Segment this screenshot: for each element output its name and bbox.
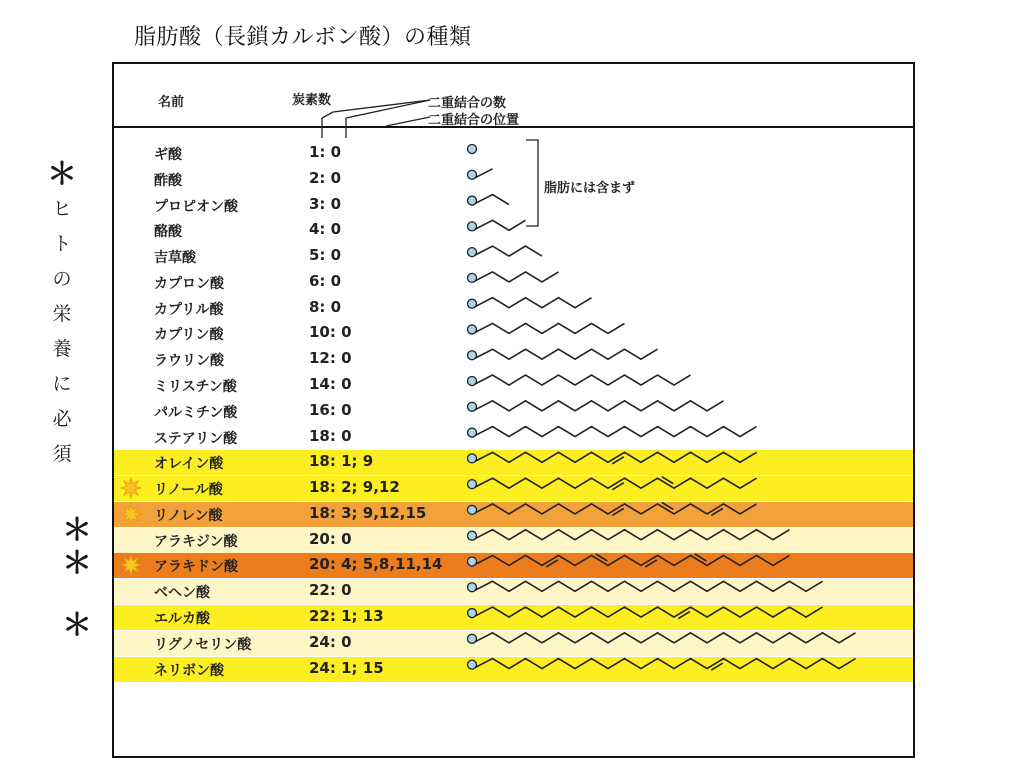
fatty-acid-name: アラキドン酸 — [154, 559, 238, 576]
carbon-notation: 24: 0 — [309, 632, 352, 651]
essential-star-linoleic: ＊ — [62, 513, 92, 548]
fatty-acid-name: カプロン酸 — [154, 275, 224, 292]
carbon-notation: 20: 4; 5,8,11,14 — [309, 555, 443, 574]
essential-note-char: ヒ — [52, 198, 72, 220]
chain-structure — [468, 581, 823, 592]
fatty-acid-name: リグノセリン酸 — [154, 636, 252, 653]
fatty-acid-name: リノール酸 — [154, 482, 223, 499]
carbon-notation: 22: 0 — [309, 581, 352, 600]
essential-note-char: の — [52, 268, 72, 290]
fatty-acid-name: ギ酸 — [154, 147, 182, 163]
chain-structure — [468, 145, 477, 154]
fatty-acid-name: ステアリン酸 — [154, 430, 238, 447]
carbon-notation: 4: 0 — [309, 220, 342, 239]
fatty-acid-name: プロピオン酸 — [154, 198, 238, 215]
carbon-notation: 6: 0 — [309, 271, 342, 290]
chain-structure — [468, 349, 658, 360]
header-double-count: 二重結合の数 — [428, 96, 507, 111]
chain-structure — [468, 427, 757, 438]
chain-structure — [468, 220, 526, 231]
essential-note-char: 養 — [52, 338, 72, 360]
carbon-notation: 8: 0 — [309, 297, 342, 316]
carbon-notation: 14: 0 — [309, 375, 352, 394]
fatty-acid-name: カプリン酸 — [154, 327, 224, 344]
chain-structure — [468, 452, 757, 463]
fatty-acid-name: オレイン酸 — [154, 456, 224, 473]
carbon-notation: 2: 0 — [309, 168, 342, 187]
chain-structure — [468, 298, 592, 309]
fatty-acid-name: アラキジン酸 — [154, 533, 238, 550]
chain-structure — [468, 169, 493, 180]
fatty-acid-name: 酢酸 — [154, 172, 182, 189]
fatty-acid-name: ラウリン酸 — [154, 353, 224, 370]
fatty-acid-name: ベヘン酸 — [154, 585, 210, 602]
carbon-notation: 1: 0 — [309, 143, 342, 161]
fatty-acid-name: エルカ酸 — [154, 611, 210, 628]
header-carbons: 炭素数 — [292, 93, 332, 108]
carboxyl-group-icon — [468, 145, 477, 154]
essential-star-linolenic: ＊ — [62, 546, 92, 581]
carbon-notation: 18: 3; 9,12,15 — [309, 503, 427, 522]
carbon-notation: 20: 0 — [309, 529, 352, 548]
fatty-acid-name: ミリスチン酸 — [154, 379, 237, 396]
essential-note-char: に — [52, 373, 72, 395]
chain-structure — [468, 272, 559, 283]
carbon-notation: 22: 1; 13 — [309, 607, 384, 626]
carbon-notation: 24: 1; 15 — [309, 658, 384, 677]
carbon-notation: 18: 2; 9,12 — [309, 478, 400, 497]
fatty-acid-name: 吉草酸 — [154, 250, 196, 267]
chain-structure — [468, 246, 543, 257]
chain-structure — [468, 530, 790, 541]
chain-structure — [468, 659, 856, 670]
chain-structure — [468, 195, 510, 206]
essential-note-char: 須 — [52, 443, 72, 465]
chain-structure — [468, 477, 757, 490]
essential-note-char: 必 — [52, 408, 72, 430]
chain-structure — [468, 502, 757, 515]
page-title: 脂肪酸（長鎖カルボン酸）の種類 — [134, 25, 472, 50]
fatty-acid-name: ネリボン酸 — [154, 662, 224, 679]
bracket-note: 脂肪には含まず — [544, 181, 636, 196]
header-name: 名前 — [158, 95, 185, 110]
chain-structure — [468, 401, 724, 412]
fatty-acid-name: リノレン酸 — [154, 507, 223, 524]
carbon-notation: 3: 0 — [309, 194, 342, 213]
carbon-notation: 5: 0 — [309, 246, 342, 265]
carbon-notation: 18: 1; 9 — [309, 452, 374, 471]
carbon-notation: 12: 0 — [309, 349, 352, 368]
essential-star-arachidonic: ＊ — [62, 608, 92, 643]
chain-structure — [468, 323, 625, 334]
chain-structure — [468, 554, 790, 567]
chain-structure — [468, 633, 856, 644]
essential-note-char: ト — [52, 233, 72, 255]
fatty-acid-name: パルミチン酸 — [154, 404, 238, 421]
chain-structure — [468, 375, 691, 386]
chain-structure — [468, 607, 823, 618]
carbon-notation: 10: 0 — [309, 323, 352, 342]
fatty-acid-name: 酪酸 — [154, 224, 182, 241]
carbon-notation: 18: 0 — [309, 426, 352, 445]
essential-star: ＊ — [47, 157, 77, 192]
carbon-notation: 16: 0 — [309, 400, 352, 419]
header-double-position: 二重結合の位置 — [428, 113, 520, 128]
fatty-acid-name: カプリル酸 — [154, 301, 224, 318]
essential-note-char: 栄 — [52, 303, 72, 325]
